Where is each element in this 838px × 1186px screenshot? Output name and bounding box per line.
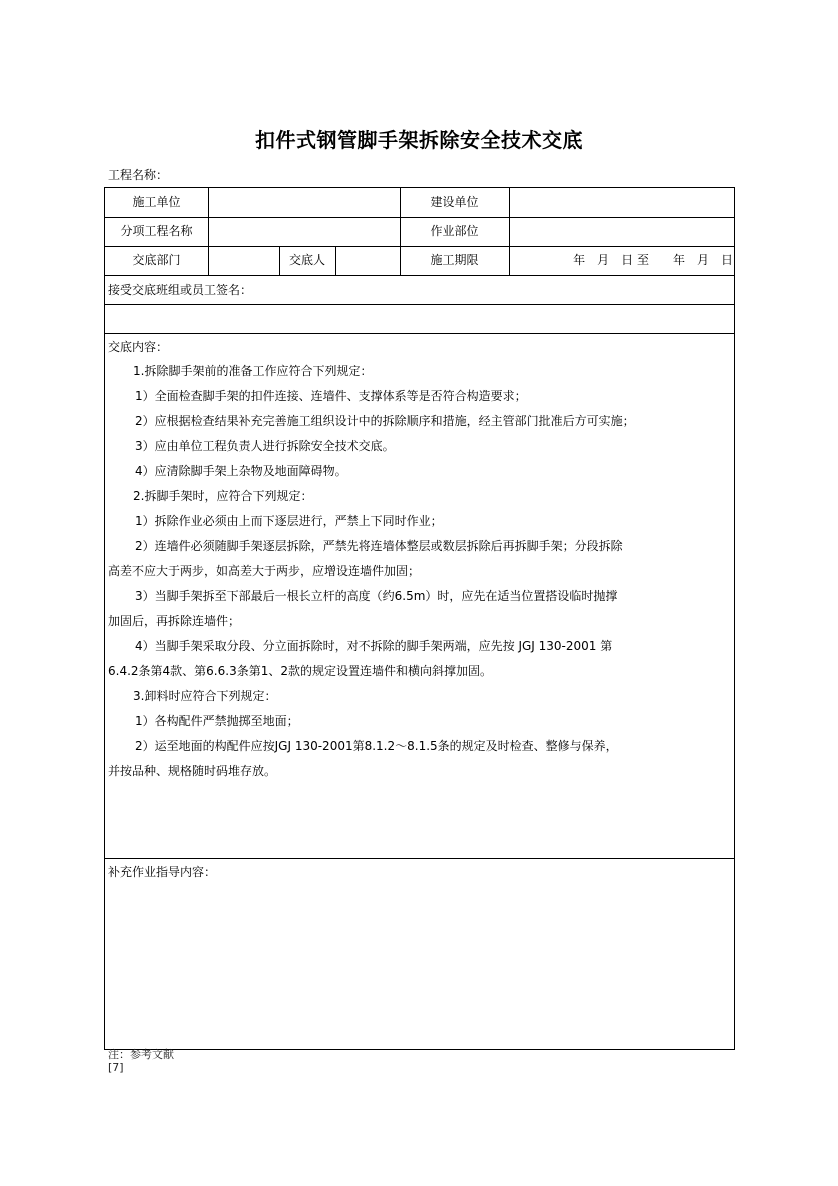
content-line: 3）应由单位工程负责人进行拆除安全技术交底。 [135,439,395,453]
row-divider [105,304,734,305]
supplement-label: 补充作业指导内容： [108,865,217,879]
row-divider [105,217,734,218]
col-divider [335,246,336,275]
content-line: 6.4.2条第4款、第6.6.3条第1、2款的规定设置连墙件和横向斜撑加固。 [108,664,492,678]
page-title: 扣件式钢管脚手架拆除安全技术交底 [255,128,583,152]
construction-unit-label: 施工单位 [132,195,181,209]
construction-period-label: 施工期限 [430,253,479,267]
content-line: 3）当脚手架拆至下部最后一根长立杆的高度（约6.5m）时，应先在适当位置搭设临时抛撑 [135,589,618,603]
content-line: 2）运至地面的构配件应按JGJ 130-2001第8.1.2～8.1.5条的规定及时检查、整修与保养， [135,739,618,753]
signature-label: 接受交底班组或员工签名： [108,283,253,297]
content-line: 4）应清除脚手架上杂物及地面障碍物。 [135,464,347,478]
row-divider [105,246,734,247]
content-line: 并按品种、规格随时码堆存放。 [108,764,277,778]
content-line: 1）各构配件严禁抛掷至地面； [135,714,299,728]
content-line: 4）当脚手架采取分段、分立面拆除时，对不拆除的脚手架两端，应先按 JGJ 130-2001 第 [135,639,613,653]
build-unit-label: 建设单位 [430,195,479,209]
project-name-label: 工程名称： [108,168,169,182]
disclosure-form-table [104,187,735,1050]
content-line: 3.卸料时应符合下列规定： [133,689,277,703]
content-line: 2）连墙件必须随脚手架逐层拆除，严禁先将连墙体整层或数层拆除后再拆脚手架；分段拆除 [135,539,623,553]
content-line: 2）应根据检查结果补充完善施工组织设计中的拆除顺序和措施，经主管部门批准后方可实施； [135,414,635,428]
disclosure-dept-label: 交底部门 [132,253,181,267]
content-label: 交底内容： [108,340,169,354]
content-line: 加固后，再拆除连墙件； [108,614,241,628]
sub-project-name-label: 分项工程名称 [120,224,193,238]
footer-note-text: 注：参考文献 [108,1048,174,1061]
construction-period-value: 年 月 日 至 年 月 日 [573,253,733,267]
footer-ref: [7] [108,1061,124,1074]
row-divider [105,275,734,276]
content-body [108,363,733,788]
row-divider [105,858,734,859]
disclosure-person-label: 交底人 [288,253,325,267]
row-divider [105,333,734,334]
footer-note [108,1048,174,1074]
content-line: 1）全面检查脚手架的扣件连接、连墙件、支撑体系等是否符合构造要求； [135,389,527,403]
work-location-label: 作业部位 [430,224,479,238]
col-divider [208,188,209,275]
content-line: 1.拆除脚手架前的准备工作应符合下列规定： [133,364,373,378]
content-line: 高差不应大于两步，如高差大于两步，应增设连墙件加固； [108,564,421,578]
content-line: 2.拆脚手架时，应符合下列规定： [133,489,313,503]
content-line: 1）拆除作业必须由上而下逐层进行，严禁上下同时作业； [135,514,443,528]
